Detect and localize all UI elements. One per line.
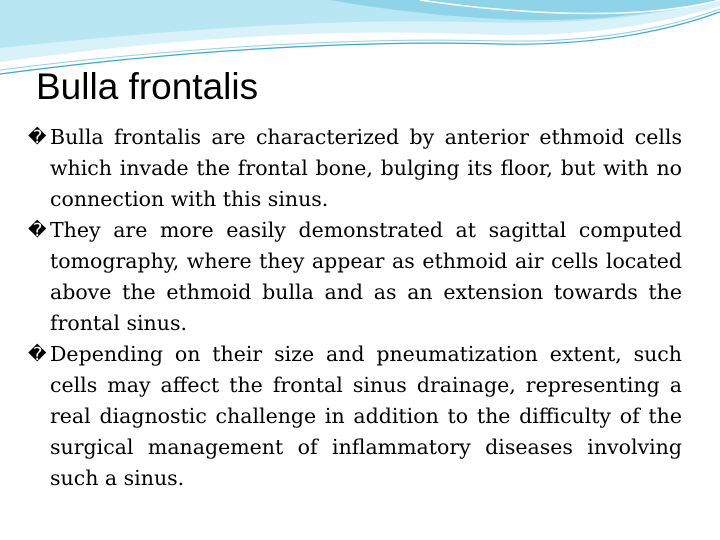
bullet-marker-icon: � bbox=[28, 220, 47, 241]
bullet-text: Bulla frontalis are characterized by anterior ethmoid cells which invade the frontal bone, bulging its floor, but with no connection with this sinus. bbox=[50, 125, 682, 211]
bullet-item bbox=[28, 215, 682, 339]
bullet-marker-icon: � bbox=[28, 344, 47, 365]
bullet-text: Depending on their size and pneumatization extent, such cells may affect the frontal sinus drainage, representing a real diagnostic challenge in addition to the difficulty of the surgical management of inflammatory diseases involving such a sinus. bbox=[50, 342, 682, 490]
bullet-item bbox=[28, 122, 682, 215]
bullet-marker-icon: � bbox=[28, 127, 47, 148]
bullet-text: They are more easily demonstrated at sagittal computed tomography, where they appear as ethmoid air cells located above the ethmoid bulla and as an extension towards the frontal sinus. bbox=[50, 218, 682, 335]
bullet-list bbox=[28, 122, 682, 494]
slide-title: Bulla frontalis bbox=[36, 66, 259, 107]
bullet-item bbox=[28, 339, 682, 494]
